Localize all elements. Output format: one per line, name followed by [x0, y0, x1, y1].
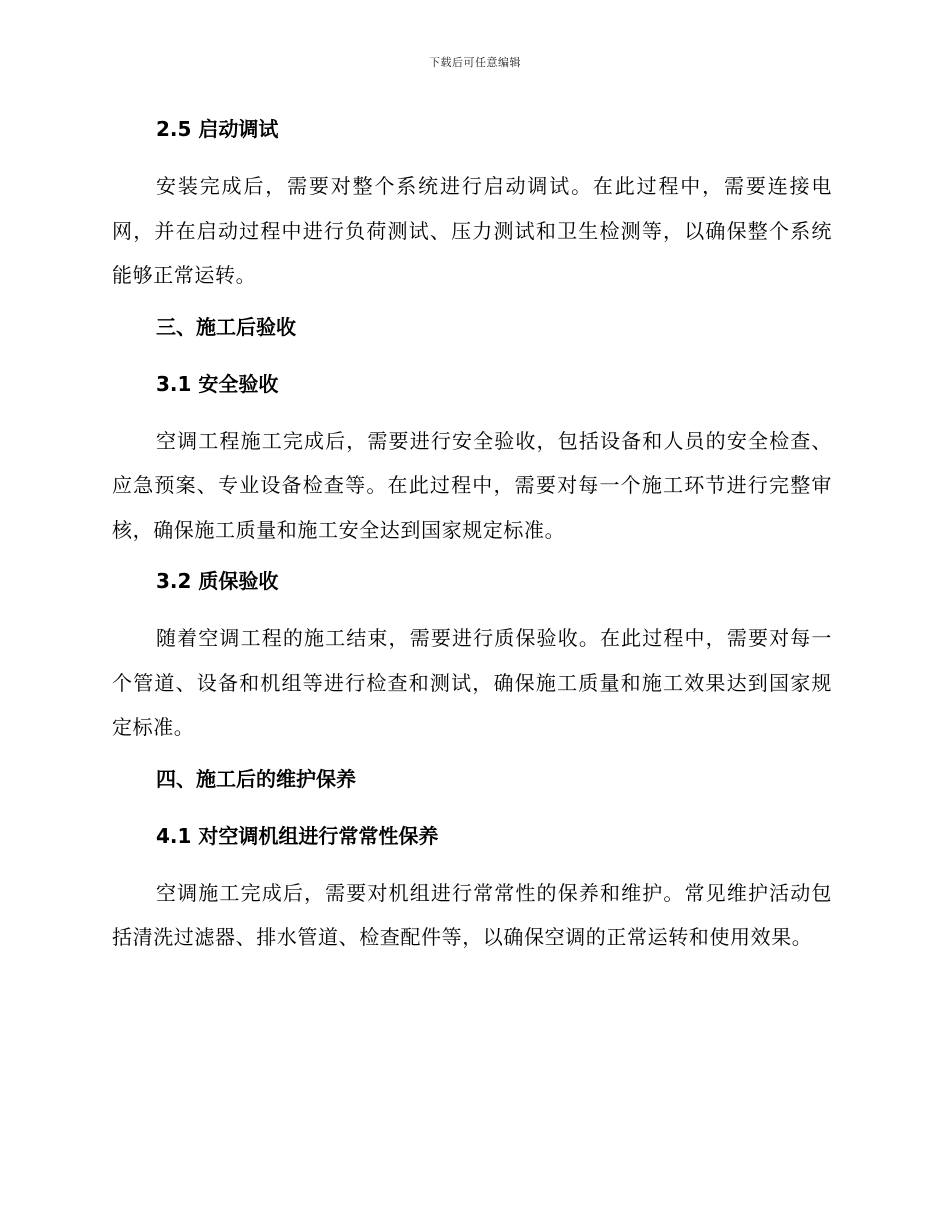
paragraph-maintenance: 空调施工完成后，需要对机组进行常常性的保养和维护。常见维护活动包括清洗过滤器、排水管道、检查配件等，以确保空调的正常运转和使用效果。	[112, 880, 832, 949]
section-heading-3-2: 3.2 质保验收	[156, 569, 279, 593]
section-heading-2-5: 2.5 启动调试	[156, 117, 279, 141]
section-heading-3-1: 3.1 安全验收	[156, 371, 279, 396]
paragraph-quality-acceptance: 随着空调工程的施工结束，需要进行质保验收。在此过程中，需要对每一个管道、设备和机组等进行检查和测试，确保施工质量和施工效果达到国家规定标准。	[112, 626, 832, 739]
chapter-heading-4: 四、施工后的维护保养	[156, 766, 356, 791]
paragraph-startup-debugging: 安装完成后，需要对整个系统进行启动调试。在此过程中，需要连接电网，并在启动过程中进行负荷测试、压力测试和卫生检测等，以确保整个系统能够正常运转。	[112, 174, 832, 287]
page-header-note: 下载后可任意编辑	[429, 56, 521, 69]
section-heading-4-1: 4.1 对空调机组进行常常性保养	[156, 823, 439, 848]
paragraph-safety-acceptance: 空调工程施工完成后，需要进行安全验收，包括设备和人员的安全检查、应急预案、专业设备检查等。在此过程中，需要对每一个施工环节进行完整审核，确保施工质量和施工安全达到国家规定标准。	[112, 428, 832, 542]
document-body	[112, 112, 832, 972]
chapter-heading-3: 三、施工后验收	[156, 314, 296, 339]
